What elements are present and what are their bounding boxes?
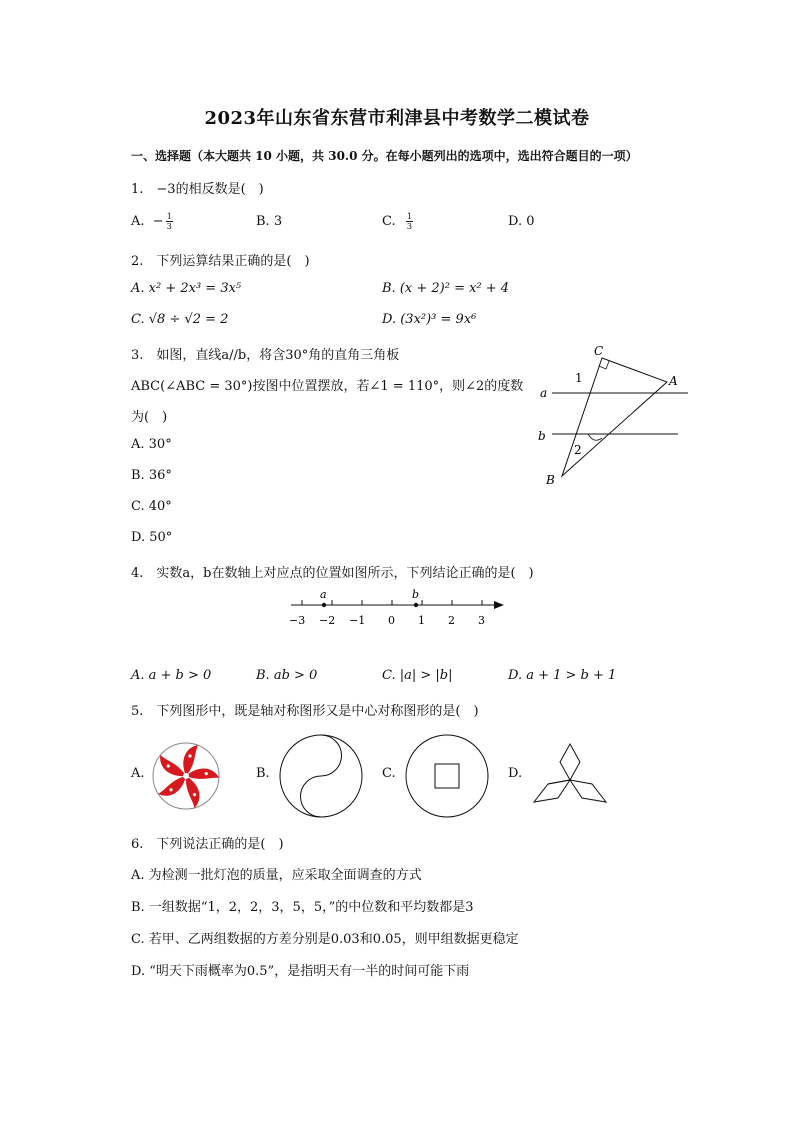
- question-1-stem: 1. −3的相反数是( ): [131, 182, 264, 197]
- point-a: [322, 603, 326, 607]
- point-b: [414, 603, 418, 607]
- three-rhombus-figure: [530, 740, 610, 808]
- question-6-stem: 6. 下列说法正确的是( ): [131, 837, 284, 852]
- tick-label: 1: [418, 614, 425, 627]
- question-5-stem: 5. 下列图形中，既是轴对称图形又是中心对称图形的是( ): [131, 704, 479, 719]
- question-6-option-c: C. 若甲、乙两组数据的方差分别是0.03和0.05，则甲组数据更稳定: [131, 932, 519, 947]
- question-5-option-b-label: B.: [256, 766, 270, 781]
- label-A: A: [669, 374, 678, 388]
- question-1-option-c: C. $\frac{1}{3}$: [382, 212, 412, 231]
- question-5-option-d-label: D.: [508, 766, 523, 781]
- question-1-option-a: A. − $\frac{1}{3}$: [131, 212, 172, 231]
- label-line-a: a: [540, 386, 548, 400]
- question-2-option-b: B. (x + 2)² = x² + 4: [382, 281, 510, 296]
- bauhinia-flower-figure: [150, 740, 222, 812]
- question-3-triangle-figure: [530, 340, 700, 490]
- tick-label: 2: [448, 614, 455, 627]
- question-1-option-d: D. 0: [508, 214, 535, 229]
- question-3-option-d: D. 50°: [131, 530, 173, 545]
- question-6-option-d: D. “明天下雨概率为0.5”，是指明天有一半的时间可能下雨: [131, 964, 470, 979]
- label-c: C: [594, 344, 604, 358]
- question-2-option-d: D. (3x²)³ = 9x⁶: [382, 312, 477, 327]
- question-6-option-a: A. 为检测一批灯泡的质量，应采取全面调查的方式: [131, 868, 422, 883]
- question-4-option-a: A. a + b > 0: [131, 668, 212, 683]
- tick-label: 3: [478, 614, 485, 627]
- yin-yang-figure: [278, 733, 364, 819]
- question-2-option-a: A. x² + 2x³ = 3x⁵: [131, 281, 242, 296]
- question-2-option-c: C. √8 ÷ √2 = 2: [131, 312, 229, 327]
- tick-label: 0: [388, 614, 395, 627]
- label-point-a: a: [320, 588, 327, 601]
- question-3-line-2: ABC(∠ABC = 30°)按图中位置摆放，若∠1 = 110°，则∠2的度数: [131, 379, 524, 394]
- label-line-b: b: [538, 429, 546, 443]
- label-angle-2: 2: [574, 443, 582, 457]
- question-4-option-d: D. a + 1 > b + 1: [508, 668, 617, 683]
- question-4-number-line: [285, 588, 510, 633]
- question-3-option-a: A. 30°: [131, 437, 172, 452]
- question-4-option-b: B. ab > 0: [256, 668, 318, 683]
- question-2-stem: 2. 下列运算结果正确的是( ): [131, 254, 310, 269]
- label-angle-1: 1: [575, 371, 583, 385]
- question-3-option-b: B. 36°: [131, 468, 172, 483]
- question-6-option-b: B. 一组数据“1，2，2，3，5，5，”的中位数和平均数都是3: [131, 900, 474, 915]
- question-3-line-1: 3. 如图，直线a//b，将含30°角的直角三角板: [131, 348, 400, 363]
- question-4-stem: 4. 实数a，b在数轴上对应点的位置如图所示，下列结论正确的是( ): [131, 566, 534, 581]
- angle-2-arc: [588, 434, 602, 440]
- question-3-option-c: C. 40°: [131, 499, 172, 514]
- question-5-option-a-label: A.: [131, 766, 145, 781]
- section-heading: 一、选择题（本大题共 10 小题，共 30.0 分。在每小题列出的选项中，选出符合题目的一项）: [131, 149, 638, 163]
- tick-label: −1: [349, 614, 366, 627]
- label-B: B: [546, 473, 555, 487]
- tick-label: −2: [319, 614, 336, 627]
- tick-label: −3: [289, 614, 306, 627]
- question-1-option-b: B. 3: [256, 214, 283, 229]
- question-3-line-3: 为( ): [131, 410, 168, 425]
- question-5-option-c-label: C.: [382, 766, 396, 781]
- coin-square-figure: [404, 733, 490, 819]
- page-title: 2023年山东省东营市利津县中考数学二模试卷: [204, 108, 590, 129]
- question-4-option-c: C. |a| > |b|: [382, 668, 453, 683]
- label-point-b: b: [412, 588, 420, 601]
